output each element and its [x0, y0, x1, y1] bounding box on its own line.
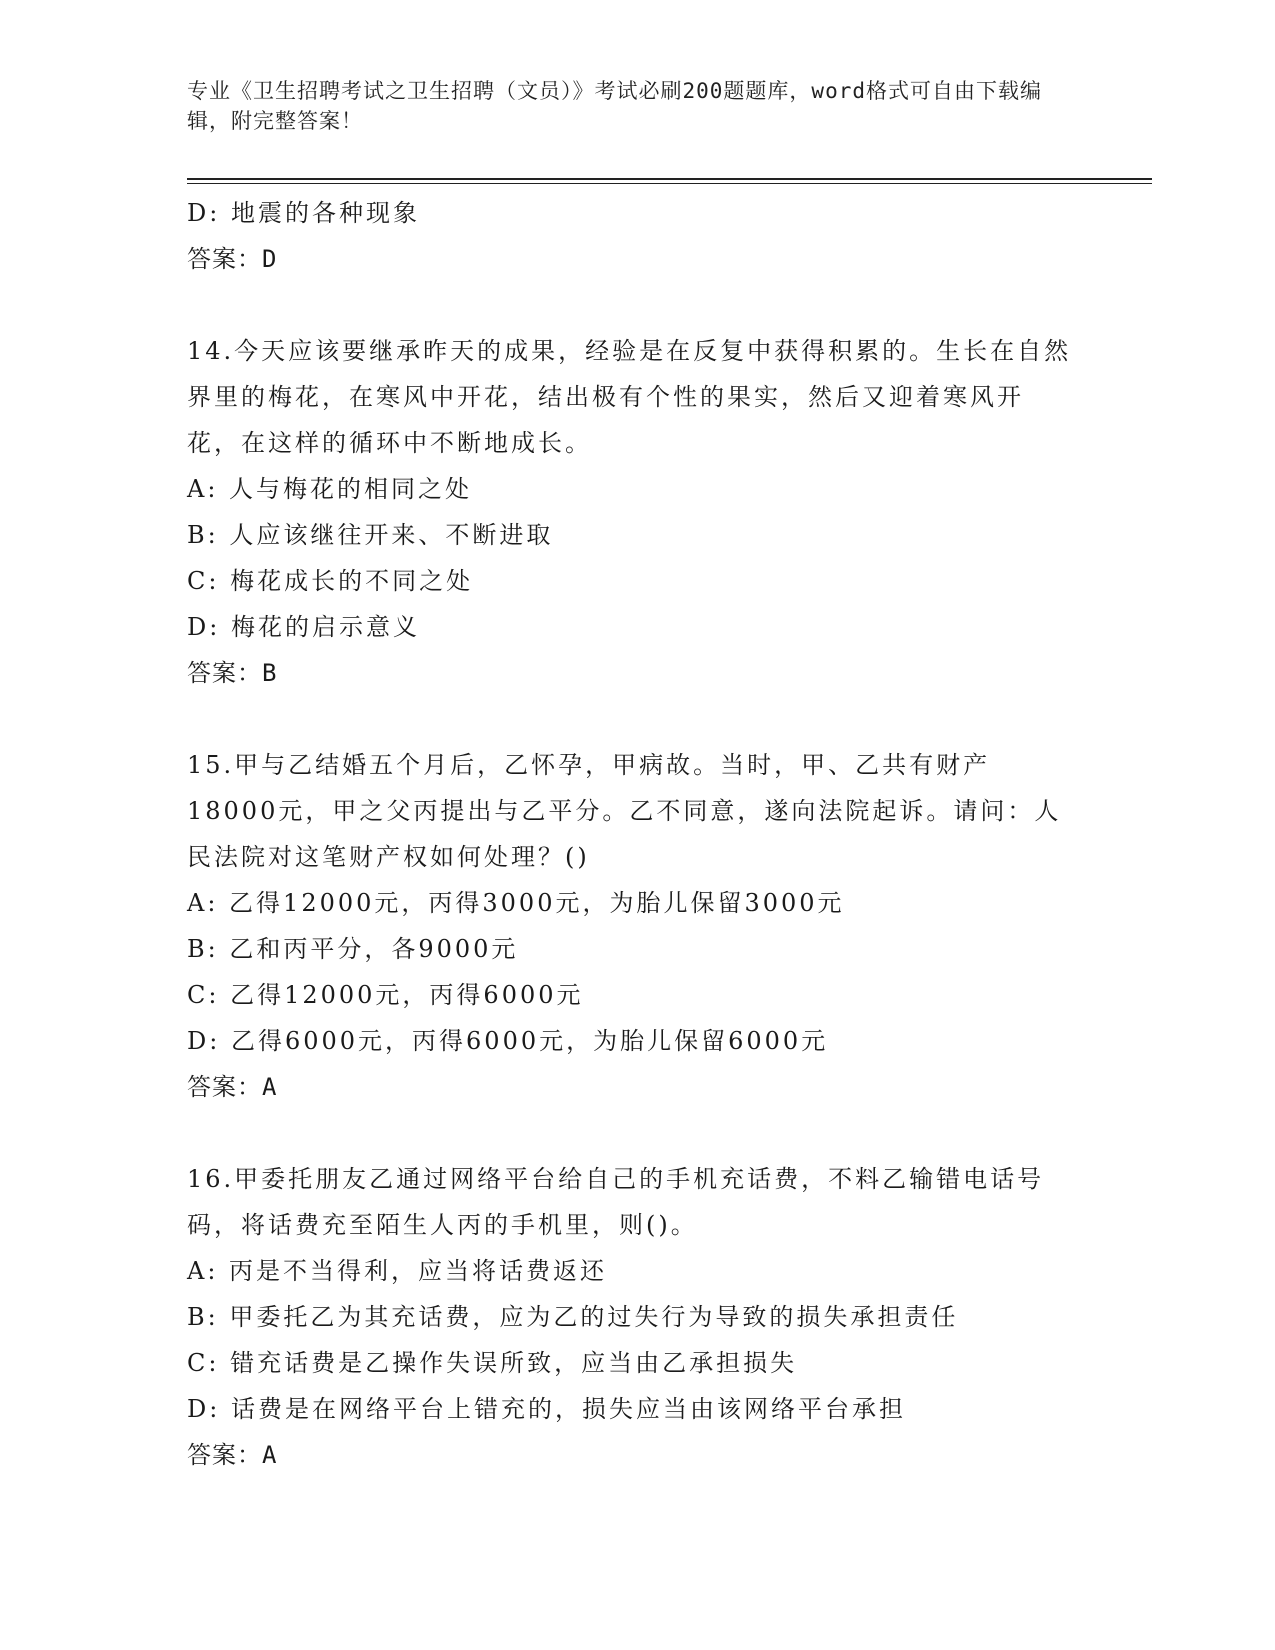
answer: 答案：A: [187, 1073, 278, 1101]
option-b: B: 甲委托乙为其充话费，应为乙的过失行为导致的损失承担责任: [187, 1303, 959, 1331]
answer: 答案：A: [187, 1441, 278, 1469]
header-rule-thick: [187, 178, 1152, 180]
question-16: [187, 1156, 1077, 1478]
question-14: [187, 328, 1077, 696]
option-b: B: 人应该继往开来、不断进取: [187, 521, 554, 549]
option-d: D: 乙得6000元，丙得6000元，为胎儿保留6000元: [187, 1027, 829, 1055]
question-stem: 16.甲委托朋友乙通过网络平台给自己的手机充话费，不料乙输错电话号码，将话费充至陌生人丙的手机里，则()。: [187, 1165, 1045, 1239]
option-a: A: 丙是不当得利，应当将话费返还: [187, 1257, 608, 1285]
question-15: [187, 742, 1077, 1110]
option-d: D: 梅花的启示意义: [187, 613, 420, 641]
option-a: A: 人与梅花的相同之处: [187, 475, 473, 503]
option-a: A: 乙得12000元，丙得3000元，为胎儿保留3000元: [187, 889, 845, 917]
question-stem: 15.甲与乙结婚五个月后，乙怀孕，甲病故。当时，甲、乙共有财产18000元，甲之父丙提出与乙平分。乙不同意，遂向法院起诉。请问：人民法院对这笔财产权如何处理？(): [187, 751, 1062, 871]
document-body: [187, 190, 1077, 1524]
option-c: C: 错充话费是乙操作失误所致，应当由乙承担损失: [187, 1349, 798, 1377]
answer: 答案：B: [187, 659, 278, 687]
prev-answer: 答案：D: [187, 245, 278, 273]
option-c: C: 乙得12000元，丙得6000元: [187, 981, 584, 1009]
question-stem: 14.今天应该要继承昨天的成果，经验是在反复中获得积累的。生长在自然界里的梅花，在寒风中开花，结出极有个性的果实，然后又迎着寒风开花，在这样的循环中不断地成长。: [187, 337, 1072, 457]
option-c: C: 梅花成长的不同之处: [187, 567, 474, 595]
page-header: 专业《卫生招聘考试之卫生招聘（文员）》考试必刷200题题库，word格式可自由下载编辑，附完整答案！: [187, 79, 1042, 133]
prev-option-d: D: 地震的各种现象: [187, 199, 420, 227]
header-rule-thin: [187, 183, 1152, 184]
option-b: B: 乙和丙平分，各9000元: [187, 935, 519, 963]
option-d: D: 话费是在网络平台上错充的，损失应当由该网络平台承担: [187, 1395, 906, 1423]
